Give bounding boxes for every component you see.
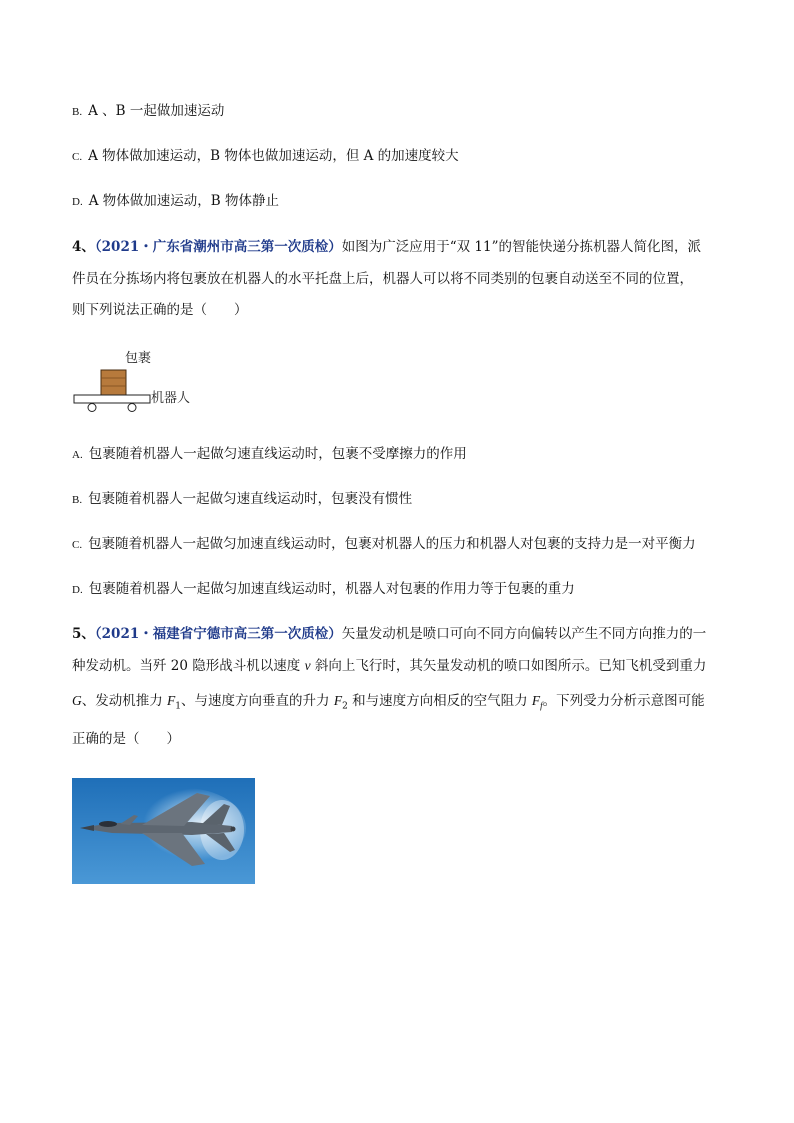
q4-source: （2021・广东省潮州市高三第一次质检） <box>94 239 342 255</box>
q5-stem-line2: 种发动机。当歼 20 隐形战斗机以速度 v 斜向上飞行时，其矢量发动机的喷口如图所示。已知飞机受到重力 <box>72 658 707 674</box>
q4-stem-line1: 4、（2021・广东省潮州市高三第一次质检）如图为广泛应用于“双 11”的智能快递分拣机器人简化图，派 <box>72 239 702 255</box>
q5-number: 5、 <box>72 626 95 642</box>
q5-stem-line1: 5、（2021・福建省宁德市高三第一次质检）矢量发动机是喷口可向不同方向偏转以产生不同方向推力的一 <box>72 626 707 642</box>
option-q3-c: C. A 物体做加速运动，B 物体也做加速运动，但 A 的加速度较大 <box>72 148 459 164</box>
package-box <box>101 370 126 395</box>
q5-stem-line4: 正确的是（ ） <box>72 731 180 747</box>
robot-label: 机器人 <box>151 391 191 406</box>
robot-diagram <box>72 348 202 418</box>
q5-source: （2021・福建省宁德市高三第一次质检） <box>94 626 342 642</box>
option-q4-d: D. 包裹随着机器人一起做匀加速直线运动时，机器人对包裹的作用力等于包裹的重力 <box>72 581 575 597</box>
robot-wheel-right <box>128 404 136 412</box>
q4-stem-line3: 则下列说法正确的是（ ） <box>72 302 248 318</box>
q4-stem-line2: 件员在分拣场内将包裹放在机器人的水平托盘上后，机器人可以将不同类别的包裹自动送至不同的位置， <box>72 271 693 287</box>
option-q4-b: B. 包裹随着机器人一起做匀速直线运动时，包裹没有惯性 <box>72 491 413 507</box>
option-q4-a: A. 包裹随着机器人一起做匀速直线运动时，包裹不受摩擦力的作用 <box>72 446 467 462</box>
q4-number: 4、 <box>72 239 95 255</box>
robot-tray <box>74 395 150 403</box>
q5-stem-line3: G、发动机推力 $F_1$、与速度方向垂直的升力 $F_2$ 和与速度方向相反的空气阻力 $F_f$。下列受力分析示意图可能 <box>72 693 705 712</box>
robot-wheel-left <box>88 404 96 412</box>
option-q3-d: D. A 物体做加速运动，B 物体静止 <box>72 193 279 209</box>
option-q3-b: B. A 、B 一起做加速运动 <box>72 103 225 119</box>
fighter-jet-photo <box>72 778 255 884</box>
package-label: 包裹 <box>125 351 152 366</box>
option-q4-c: C. 包裹随着机器人一起做匀加速直线运动时，包裹对机器人的压力和机器人对包裹的支持力是一对平衡力 <box>72 536 696 552</box>
